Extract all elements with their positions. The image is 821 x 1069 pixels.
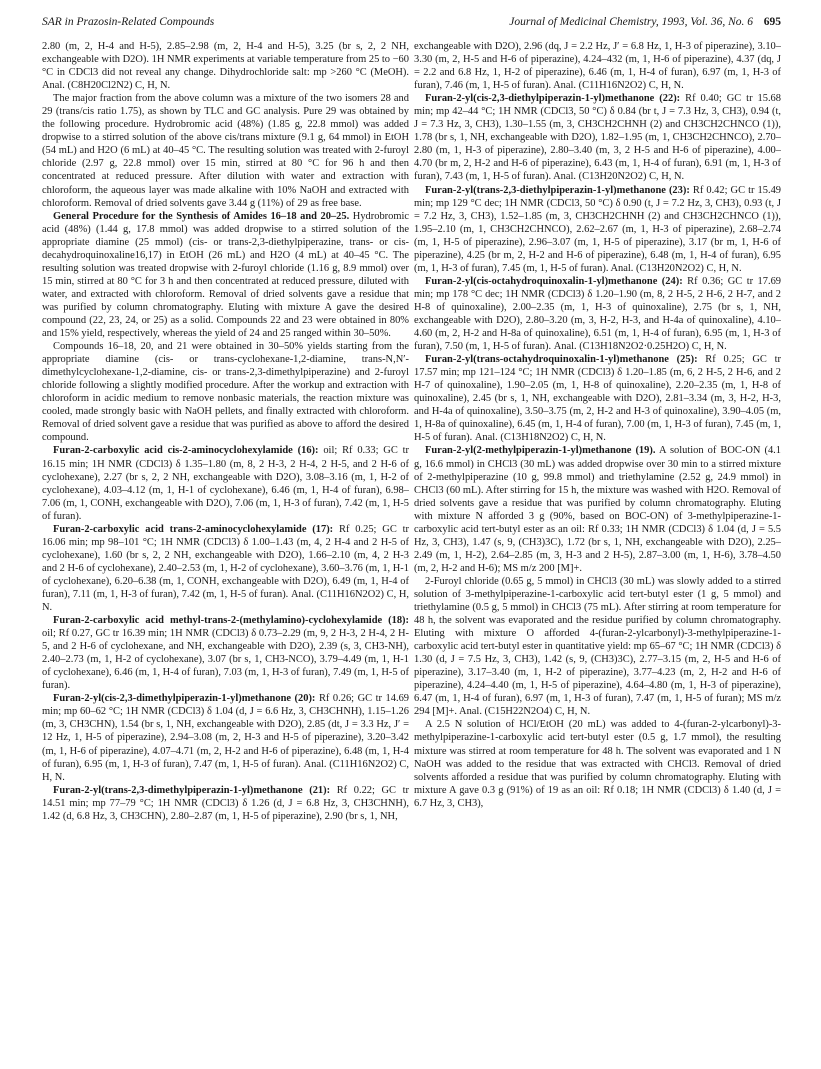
entry-heading: Furan-2-yl(trans-octahydroquinoxalin-1-yl)methanone (25): [425,354,698,366]
compound-entry [414,92,781,183]
paragraph-text: Rf 0.36; GC tr 17.69 min; mp 178 °C dec; 1H NMR (CDCl3) δ 1.20–1.90 (m, 8, 2 H-5, 2 H-6, 2 H-7, and 2 H-8 of quinoxaline), 2.00–2.35 (m, 1, H-3 of quinoxaline), 2.75 (br s, 1, NH, exchangeable with D2O), 2.80–3.20 (m, 3, H-2, H-3, and H-4a of quinoxaline), 4.10–4.60 (m, 2, H-2 and H-8a of quinoxaline), 6.51 (m, 1, H-4 of furan), 6.95 (m, 1, H-3 of furan), 7.50 (m, 1, H-5 of furan). Anal. (C13H18N2O2·0.25H2O) C, H, N. [414,275,781,353]
paragraph-text: Compounds 16–18, 20, and 21 were obtained in 30–50% yields starting from the appropriate diamine (cis- or trans-cyclohexane-1,2-diamine, trans-N,N′-dimethylcyclohexane-1,2-diamine, cis- or trans-2,3-dimethylpiperazine) and 2-furoyl chloride following a slightly modified procedure. After the workup and extraction with chloroform in acidic medium to remove nonbasic materials, the reaction mixture was cooled, made strongly basic with NaOH pellets, and finally extracted with chloroform. Removal of dried solvent gave a residue that was purified as above to afford the desired compound. [42,341,409,444]
running-head-journal: Journal of Medicinal Chemistry, 1993, Vol. 36, No. 6 [509,16,753,28]
paragraph-text: Rf 0.22; GC tr 14.51 min; mp 77–79 °C; 1H NMR (CDCl3) δ 1.26 (d, J = 6.8 Hz, 3, CH3CHNH), 1.42 (d, 6.8 Hz, 3, CH3CHN), 2.80–2.87 (m, 1, H-5 of piperazine), 2.90 (br s, 1, NH, [42,784,409,822]
body-paragraph [414,575,781,719]
entry-heading: Furan-2-yl(trans-2,3-diethylpiperazin-1-yl)methanone (23): [425,184,690,196]
entry-heading: Furan-2-yl(2-methylpiperazin-1-yl)methanone (19). [425,445,656,457]
compound-entry [42,523,409,614]
compound-entry [414,275,781,353]
paragraph-text: Hydrobromic acid (48%) (1.44 g, 17.8 mmol) was added dropwise to a stirred solution of the appropriate diamine (25 mmol) (cis- or trans-2,3-diethylpiperazine, trans- or cis-decahydroquinoxaline16,17) in EtOH (26 mL) and H2O (4 mL) at 40–45 °C. The resulting solution was treated dropwise with 2-furoyl chloride (1.16 g, 8.9 mmol) over 15 min, stirred at 80 °C for 3 h and then concentrated at reduced pressure, diluted with water, and extracted with chloroform. Removal of dried solvents gave a residue that was purified by column chromatography. Eluting with mixture A gave the desired compound (22, 23, 24, or 25) as a solid. Compounds 22 and 23 were obtained in 80% and 15% yield, respectively, whereas the yield of 24 and 25 ranged within 30–50%. [42,210,409,340]
running-head-title: SAR in Prazosin-Related Compounds [42,16,215,28]
compound-entry [42,784,409,823]
running-head [42,16,781,34]
entry-heading: General Procedure for the Synthesis of Amides 16–18 and 20–25. [53,210,350,222]
paragraph-text: 2.80 (m, 2, H-4 and H-5), 2.85–2.98 (m, 2, H-4 and H-5), 3.25 (br s, 2, 2 NH, exchangeable with D2O). 1H NMR experiments at variable temperature from 25 to −60 °C in CDCl3 did not reveal any change. Dihydrochloride salt: mp >260 °C (MeOH). Anal. (C8H20Cl2N2) C, H, N. [42,41,409,92]
paragraph-text: oil; Rf 0.27, GC tr 16.39 min; 1H NMR (CDCl3) δ 0.73–2.29 (m, 9, 2 H-3, 2 H-4, 2 H-5, and 2 H-6 of cyclohexane, and NH, exchangeable with D2O), 2.39 (s, 3, CH3-NH), 2.40–2.73 (m, 1, H-2 of cyclohexane), 3.07 (br s, 1, CH3-NCO), 3.79–4.49 (m, 1, H-1 of cyclohexane), 6.46 (m, 1, H-4 of furan), 7.03 (m, 1, H-3 of furan), 7.49 (m, 1, H-5 of furan). [42,628,409,692]
body-paragraph [42,340,409,444]
compound-entry [414,444,781,574]
left-column [42,40,409,1060]
paragraph-text: A 2.5 N solution of HCl/EtOH (20 mL) was added to 4-(furan-2-ylcarbonyl)-3-methylpiperazine-1-carboxylic acid tert-butyl ester (0.5 g, 1.7 mmol), the resulting mixture was stirred at room temperature for 48 h. The solvent was evaporated and 1 N NaOH was added to the residue that was extracted with CHCl3. Removal of dried solvents afforded a residue that was purified by column chromatography. Eluting with mixture A gave 0.3 g (91%) of 19 as an oil: Rf 0.18; 1H NMR (CDCl3) δ 1.40 (d, J = 6.7 Hz, 3, CH3), [414,719,781,809]
paragraph-text: A solution of BOC-ON (4.1 g, 16.6 mmol) in CHCl3 (30 mL) was added dropwise over 30 min to a stirred mixture of 2-methylpiperazine (10 g, 99.8 mmol) and triethylamine (2.52 g, 24.9 mmol) in CHCl3 (60 mL). After stirring for 15 h, the mixture was washed with H2O. Removal of dried solvents gave a residue that was purified by column chromatography. Eluting with mixture N afforded 3 g (90%, based on BOC-ON) of 3-methylpiperazine-1-carboxylic acid tert-butyl ester as an oil: Rf 0.33; 1H NMR (CDCl3) δ 1.04 (d, J = 5.5 Hz, 3, CH3), 1.47 (s, 9, (CH3)3C), 1.72 (br s, 1, NH, exchangeable with D2O), 2.25–2.49 (m, 1, H-2), 2.64–2.85 (m, 3, H-3 and 2 H-5), 2.87–3.00 (m, 1, H-6), 3.78–4.50 (m, 2, H-2 and H-6); MS m/z 200 [M]+. [414,445,781,574]
entry-heading: Furan-2-carboxylic acid methyl-trans-2-(methylamino)-cyclohexylamide (18): [53,615,409,627]
compound-entry [414,353,781,444]
page-number: 695 [763,16,781,28]
paragraph-text: exchangeable with D2O), 2.96 (dq, J = 2.2 Hz, J′ = 6.8 Hz, 1, H-3 of piperazine), 3.10–3.30 (m, 2, H-5 and H-6 of piperazine), 4.24–432 (m, 1, H-6 of piperazine), 4.37 (dq, J = 2.2 and 6.8 Hz, 1, H-2 of piperazine), 6.46 (m, 1, H-4 of furan), 6.97 (m, 1, H-3 of furan), 7.46 (m, 1, H-5 of furan). Anal. (C11H16N2O2) C, H, N. [414,41,781,92]
right-column [414,40,781,1060]
entry-heading: Furan-2-carboxylic acid cis-2-aminocyclohexylamide (16): [53,445,319,457]
compound-entry [42,692,409,783]
compound-entry [414,184,781,275]
paragraph-text: Rf 0.25; GC tr 16.06 min; mp 98–101 °C; 1H NMR (CDCl3) δ 1.00–1.43 (m, 4, 2 H-4 and 2 H-5 of cyclohexane), 1.60 (br s, 2, 2 NH, exchangeable with D2O), 1.66–2.10 (m, 4, 2 H-3 and 2 H-6 of cyclohexane), 2.40–2.53 (m, 1, H-2 of cyclohexane), 3.60–3.76 (m, 1, H-1 of cyclohexane), 6.20–6.38 (m, 1, CONH, exchangeable with D2O), 6.49 (m, 1, H-4 of furan), 7.11 (m, 1, H-3 of furan), 7.42 (m, 1, H-5 of furan). Anal. (C11H16N2O2) C, H, N. [42,523,409,614]
paragraph-text: Rf 0.40; GC tr 15.68 min; mp 42–44 °C; 1H NMR (CDCl3, 50 °C) δ 0.84 (br t, J = 7.3 Hz, 3, CH3), 0.94 (t, J = 7.3 Hz, 3, CH3), 1.30–1.55 (m, 3, CH3CH2CHNH (2) and CH3CH2CHNCO (1)), 1.78 (br s, 1, NH, exchangeable with D2O), 1.82–1.95 (m, 1, CH3CH2CHNCO), 2.70–2.80 (m, 1, H-3 of piperazine), 2.80–3.40 (m, 3, 2 H-5 and H-6 of piperazine), 4.00–4.70 (br m, 2, H-2 and H-6 of piperazine), 6.43 (m, 1, H-4 of furan), 6.91 (m, 1, H-3 of furan), 7.43 (m, 1, H-5 of furan). Anal. (C13H20N2O2) C, H, N. [414,93,781,183]
compound-entry [42,614,409,692]
entry-heading: Furan-2-yl(cis-2,3-diethylpiperazin-1-yl)methanone (22): [425,93,681,105]
compound-entry [42,444,409,522]
paragraph-text: The major fraction from the above column was a mixture of the two isomers 28 and 29 (trans/cis ratio 1.75), as shown by TLC and GC analysis. Pure 29 was obtained by the following procedure. Hydrobromic acid (48%) (1.85 g, 22.8 mmol) was added dropwise to a stirred solution of the above cis/trans mixture (9.1 g, 64 mmol) in EtOH (54 mL) and H2O (6 mL) at 40–45 °C. The resulting solution was treated with 2-furoyl chloride (2.97 g, 22.8 mmol) over 15 min, stirred at 80 °C for 96 h and then concentrated at reduced pressure. After dilution with water and extraction with chloroform, the aqueous layer was made alkaline with 10% NaOH and extracted with chloroform. Removal of dried solvents gave 3.44 g (11%) of 29 as free base. [42,93,409,209]
compound-entry [42,210,409,340]
entry-heading: Furan-2-yl(cis-octahydroquinoxalin-1-yl)methanone (24): [425,275,683,287]
paragraph-text: 2-Furoyl chloride (0.65 g, 5 mmol) in CHCl3 (30 mL) was slowly added to a stirred solution of 3-methylpiperazine-1-carboxylic acid tert-butyl ester (1 g, 5 mmol) and triethylamine (0.5 g, 5 mmol) in CHCl3 (75 mL). After stirring at room temperature for 48 h, the solvent was evaporated and the residue purified by column chromatography. Eluting with mixture O afforded 4-(furan-2-ylcarbonyl)-3-methylpiperazine-1-carboxylic acid tert-butyl ester in quantitative yield: mp 65–67 °C; 1H NMR (CDCl3) δ 1.30 (d, J = 7.5 Hz, 3, CH3), 1.42 (s, 9, (CH3)3C), 2.77–3.15 (m, 2, H-5 and H-6 of piperazine), 3.17–3.40 (m, 1, H-2 of piperazine), 3.77–4.23 (m, 2, H-2 and H-6 of piperazine), 4.24–4.40 (m, 1, H-5 of piperazine), 4.64–4.80 (m, 1, H-3 of piperazine), 6.47 (m, 1, H-4 of furan), 6.97 (m, 1, H-3 of furan), 7.47 (m, 1, H-5 of furan); MS m/z 294 [M]+. Anal. (C15H22N2O4) C, H, N. [414,575,781,718]
paragraph-text: oil; Rf 0.33; GC tr 16.15 min; 1H NMR (CDCl3) δ 1.35–1.80 (m, 8, 2 H-3, 2 H-4, 2 H-5, and 2 H-6 of cyclohexane), 2.27 (br s, 2, 2 NH, exchangeable with D2O), 3.08–3.16 (m, 1, H-2 of cyclohexane), 4.03–4.12 (m, 1, H-1 of cyclohexane), 6.46 (m, 1, H-4 of furan), 6.98–7.06 (m, 1, CONH, exchangeable with D2O), 7.06 (m, 1, H-3 of furan), 7.42 (m, 1, H-5 of furan). [42,445,409,522]
entry-heading: Furan-2-carboxylic acid trans-2-aminocyclohexylamide (17): [53,523,334,535]
body-paragraph [42,40,409,92]
body-paragraph [414,40,781,92]
paragraph-text: Rf 0.25; GC tr 17.57 min; mp 121–124 °C; 1H NMR (CDCl3) δ 1.20–1.85 (m, 6, 2 H-5, 2 H-6, and 2 H-7 of quinoxaline), 1.90–2.05 (m, 1, H-8 of quinoxaline), 2.20–2.35 (m, 1, H-8 of quinoxaline), 2.45 (br s, 1, NH, exchangeable with D2O), 2.81–3.34 (m, 3, H-2, H-3, and H-4a of quinoxaline), 3.50–3.75 (m, 2, H-2 and H-3 of quinoxaline), 3.90–4.05 (m, 1, H-8a of quinoxaline), 6.45 (m, 1, H-4 of furan), 7.00 (m, 1, H-3 of furan), 7.45 (m, 1, H-5 of furan). Anal. (C13H18N2O2) C, H, N. [414,354,781,444]
body-paragraph [414,718,781,809]
body-paragraph [42,92,409,209]
paragraph-text: Rf 0.42; GC tr 15.49 min; mp 129 °C dec; 1H NMR (CDCl3, 50 °C) δ 0.90 (t, J = 7.2 Hz, 3, CH3), 0.93 (t, J = 7.2 Hz, 3, CH3), 1.52–1.85 (m, 3, CH3CH2CHNH (2) and CH3CH2CHNCO (1)), 1.95–2.10 (m, 1, CH3CH2CHNCO), 2.62–2.67 (m, 1, H-3 of piperazine), 2.68–2.74 (m, 1, H-5 of piperazine), 2.96–3.07 (m, 1, H-5 of piperazine), 3.17 (br m, 1, H-6 of piperazine), 4.25 (br m, 2, H-2 and H-6 of piperazine), 6.48 (m, 1, H-4 of furan), 6.95 (m, 1, H-3 of furan), 7.45 (m, 1, H-5 of furan). Anal. (C13H20N2O2) C, H, N. [414,184,781,274]
paragraph-text: Rf 0.26; GC tr 14.69 min; mp 60–62 °C; 1H NMR (CDCl3) δ 1.04 (d, J = 6.6 Hz, 3, CH3CHNH), 1.15–1.26 (m, 3, CH3CHN), 1.54 (br s, 1, NH, exchangeable with D2O), 2.85 (dt, J = 3.3 Hz, J′ = 12 Hz, 1, H-5 of piperazine), 2.94–3.08 (m, 2, H-3 and H-5 of piperazine), 3.20–3.42 (m, 1, H-6 of piperazine), 4.07–4.71 (m, 2, H-2 and H-6 of piperazine), 6.48 (m, 1, H-4 of furan), 6.95 (m, 1, H-3 of furan), 7.47 (m, 1, H-5 of furan). Anal. (C11H16N2O2) C, H, N. [42,693,409,783]
entry-heading: Furan-2-yl(cis-2,3-dimethylpiperazin-1-yl)methanone (20): [53,693,316,705]
entry-heading: Furan-2-yl(trans-2,3-dimethylpiperazin-1-yl)methanone (21): [53,784,331,796]
